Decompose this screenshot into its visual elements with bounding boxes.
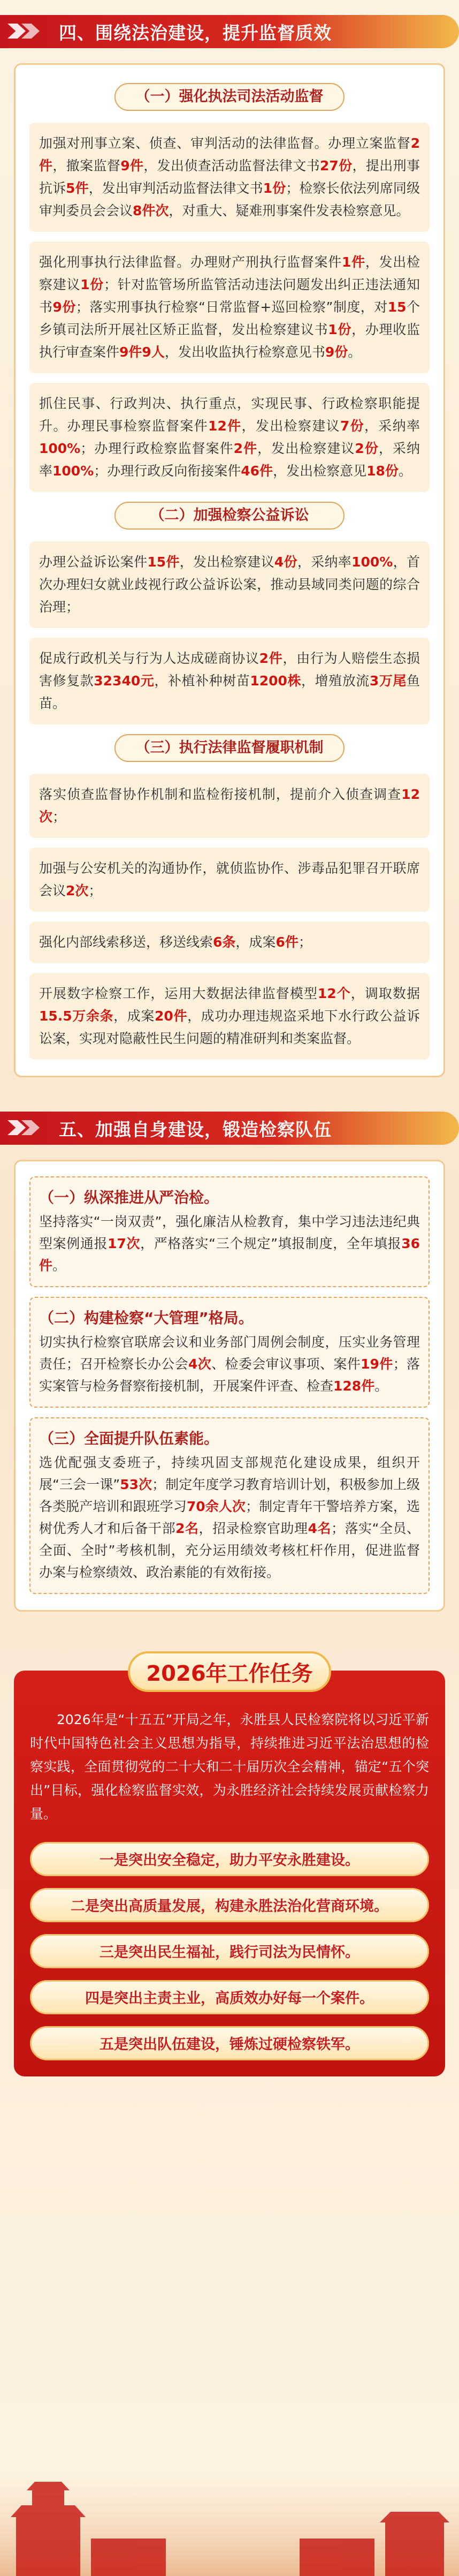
- para-digital: [29, 973, 430, 1060]
- block-management-body: [39, 1331, 420, 1397]
- highlight-figure: 2份: [355, 441, 379, 456]
- text-segment: 鱼苗。: [39, 673, 420, 711]
- text-segment: ；落实刑事执行检察“日常监督+巡回检察”制度，对: [75, 299, 388, 315]
- text-segment: ，发出审判活动监督法律文书: [88, 180, 263, 196]
- text-segment: ；制定青年干警培养方案，选树优秀人才和后备干部: [39, 1499, 420, 1536]
- highlight-figure: 100%: [351, 554, 393, 570]
- text-segment: ，首次办理妇女就业歧视行政公益诉讼案，推动县域同类问题的综合治理；: [39, 554, 420, 615]
- text-segment: ；办理行政检察监督案件: [80, 441, 234, 456]
- section5-title: 五、加强自身建设，锻造检察队伍: [59, 1119, 332, 1140]
- highlight-figure: 1200株: [250, 673, 302, 689]
- block-team-body: [39, 1452, 420, 1583]
- highlight-figure: 36件: [39, 1236, 420, 1273]
- text-segment: 强化内部线索移送，移送线索: [39, 934, 213, 950]
- task-item: 四是突出主责主业，高质效办好每一个案件。: [30, 1980, 429, 2014]
- task-item: 二是突出高质量发展，构建永胜法治化营商环境。: [30, 1888, 429, 1922]
- tasks-panel: [14, 1661, 445, 2076]
- text-segment: ，采纳率: [39, 441, 420, 479]
- highlight-figure: 4次: [188, 1356, 212, 1372]
- highlight-figure: 2次: [66, 883, 89, 898]
- text-segment: 促成行政机关与行为人达成磋商协议: [39, 651, 259, 666]
- text-segment: ；落实“全员、全面、全时”考核机制，充分运用绩效考核杠杆作用，促进监督办案与检察绩效、政治素能的有效衔接。: [39, 1521, 420, 1580]
- text-segment: 切实执行检察官联席会议和业务部门周例会制度，压实业务管理责任；召开检察长办公会: [39, 1334, 420, 1372]
- highlight-figure: 27份: [320, 158, 353, 173]
- highlight-figure: 6件: [276, 934, 299, 950]
- text-segment: 办理公益诉讼案件: [39, 554, 148, 570]
- block-management: [29, 1297, 430, 1408]
- highlight-figure: 8件次: [133, 203, 169, 218]
- text-segment: ；落实案管与检务督察衔接机制，开展案件评查、检查: [39, 1356, 420, 1394]
- text-segment: ；: [52, 809, 66, 825]
- block-discipline: [29, 1176, 430, 1287]
- text-segment: 个乡镇司法所开展社区矫正监督，发出检察建议书: [39, 299, 420, 337]
- sub-title-2: （二）加强检察公益诉讼: [114, 502, 345, 530]
- text-segment: ，增殖放流: [301, 673, 370, 689]
- task-item: 三是突出民生福祉，践行司法为民情怀。: [30, 1934, 429, 1968]
- highlight-figure: 4名: [308, 1521, 331, 1536]
- text-segment: ，提出刑事抗诉: [39, 158, 420, 196]
- highlight-figure: 15.5万余条: [39, 1008, 114, 1024]
- section5-title-bar: [0, 1097, 459, 1160]
- para-criminal-supervision: [29, 123, 430, 232]
- text-segment: 抓住民事、行政判决、执行重点，实现民事、行政检察职能提升。办理民事检察监督案件: [39, 396, 420, 434]
- text-segment: 、检委会审议事项、案件: [211, 1356, 361, 1372]
- highlight-figure: 12次: [39, 787, 420, 825]
- text-segment: ，补植补种树苗: [154, 673, 250, 689]
- highlight-figure: 12个: [317, 986, 351, 1001]
- highlight-figure: 4份: [274, 554, 297, 570]
- highlight-figure: 1件: [341, 254, 365, 270]
- text-segment: ，成案: [235, 934, 276, 950]
- text-segment: ；: [88, 883, 102, 898]
- building-silhouette-icon: [0, 2437, 459, 2576]
- highlight-figure: 12件: [208, 418, 242, 434]
- text-segment: ，采纳率: [364, 418, 420, 434]
- para-coordination: [29, 774, 430, 838]
- text-segment: ，发出检察意见: [273, 463, 367, 479]
- text-segment: 加强与公安机关的沟通协作，就侦监协作、涉毒品犯罪召开联席会议: [39, 860, 420, 898]
- highlight-figure: 1份: [80, 277, 104, 292]
- task-item: 五是突出队伍建设，锤炼过硬检察铁军。: [30, 2026, 429, 2060]
- text-segment: 强化刑事执行法律监督。办理财产刑执行监督案件: [39, 254, 342, 270]
- text-segment: ，撤案监督: [52, 158, 121, 173]
- highlight-figure: 1份: [328, 322, 352, 337]
- highlight-figure: 46件: [241, 463, 273, 479]
- highlight-figure: 100%: [52, 463, 94, 479]
- highlight-figure: 19件: [361, 1356, 393, 1372]
- highlight-figure: 9份: [325, 344, 348, 360]
- text-segment: ，调取数据: [350, 986, 420, 1001]
- block-management-head: （二）构建检察“大管理”格局。: [39, 1309, 254, 1327]
- highlight-figure: 17次: [108, 1236, 141, 1251]
- text-segment: ；检察长依法列席同级审判委员会会议: [39, 180, 420, 218]
- text-segment: ，发出检察建议: [241, 418, 340, 434]
- text-segment: ，发出收监执行检察意见书: [164, 344, 325, 360]
- text-segment: 选优配强支委班子，持续巩固支部规范化建设成果，组织开展“三会一课”: [39, 1455, 420, 1492]
- text-segment: 。: [374, 1378, 388, 1394]
- sub-title-1: （一）强化执法司法活动监督: [114, 83, 345, 111]
- text-segment: 落实侦查监督协作机制和监检衔接机制，提前介入侦查调查: [39, 787, 402, 802]
- para-clues: [29, 921, 430, 963]
- highlight-figure: 15件: [147, 554, 180, 570]
- text-segment: ，对重大、疑难刑事案件发表检察意见。: [169, 203, 410, 218]
- text-segment: ，成功办理违规盗采地下水行政公益诉讼案，实现对隐蔽性民生问题的精准研判和类案监督。: [39, 1008, 420, 1046]
- text-segment: ；办理行政反向衔接案件: [94, 463, 241, 479]
- tasks-heading: 2026年工作任务: [128, 1651, 331, 1692]
- highlight-figure: 1份: [263, 180, 286, 196]
- para-public-interest: [29, 541, 430, 628]
- para-civil-admin: [29, 383, 430, 492]
- highlight-figure: 2名: [175, 1521, 199, 1536]
- sub-title-3: （三）执行法律监督履职机制: [114, 734, 345, 762]
- para-police: [29, 848, 430, 912]
- text-segment: ，采纳率: [297, 554, 352, 570]
- block-team-head: （三）全面提升队伍素能。: [39, 1430, 219, 1447]
- highlight-figure: 9件: [120, 158, 144, 173]
- highlight-figure: 128件: [333, 1378, 375, 1394]
- block-discipline-head: （一）纵深推进从严治检。: [39, 1189, 219, 1206]
- section4-title-bar: [0, 0, 459, 63]
- task-item: 一是突出安全稳定，助力平安永胜建设。: [30, 1842, 429, 1876]
- section5-panel: [14, 1160, 445, 1612]
- highlight-figure: 18份: [366, 463, 399, 479]
- highlight-figure: 7份: [340, 418, 364, 434]
- para-execution-supervision: [29, 241, 430, 373]
- block-discipline-body: [39, 1211, 420, 1276]
- text-segment: ，办理收监执行审查案件: [39, 322, 420, 360]
- section4-panel: [14, 63, 445, 1077]
- highlight-figure: 2件: [259, 651, 283, 666]
- text-segment: ；针对监管场所监管活动违法问题发出纠正违法通知书: [39, 277, 420, 315]
- highlight-figure: 5件: [66, 180, 89, 196]
- text-segment: ，严格落实“三个规定”填报制度，全年填报: [140, 1236, 402, 1251]
- text-segment: 开展数字检察工作，运用大数据法律监督模型: [39, 986, 318, 1001]
- text-segment: ，发出侦查活动监督法律文书: [143, 158, 320, 173]
- text-segment: ，由行为人赔偿生态损害修复款: [39, 651, 420, 689]
- text-segment: ；: [298, 934, 312, 950]
- highlight-figure: 53次: [120, 1477, 152, 1492]
- para-ecology: [29, 638, 430, 724]
- section4-title: 四、围绕法治建设，提升监督质效: [59, 22, 332, 43]
- text-segment: ，成案: [113, 1008, 155, 1024]
- text-segment: ，发出检察建议: [39, 254, 420, 292]
- highlight-figure: 9件9人: [119, 344, 165, 360]
- text-segment: ，招录检察官助理: [198, 1521, 308, 1536]
- text-segment: 加强对刑事立案、侦查、审判活动的法律监督。办理立案监督: [39, 135, 411, 151]
- highlight-figure: 9份: [52, 299, 76, 315]
- highlight-figure: 2件: [39, 135, 420, 173]
- text-segment: ，发出检察建议: [257, 441, 355, 456]
- text-segment: ；制定年度学习教育培训计划，积极参加上级各类脱产培训和跟班学习: [39, 1477, 420, 1514]
- block-team: [29, 1417, 430, 1594]
- highlight-figure: 15: [387, 299, 407, 315]
- highlight-figure: 100%: [39, 441, 81, 456]
- tasks-intro: 2026年是“十五五”开局之年，永胜县人民检察院将以习近平新时代中国特色社会主义思想为指导，持续推进习近平法治思想的检察实践，全面贯彻党的二十大和二十届历次全会精神，锚定“五个突出”目标，强化检察监督实效，为永胜经济社会持续发展贡献检察力量。: [30, 1712, 429, 1822]
- text-segment: ，发出检察建议: [179, 554, 274, 570]
- text-segment: 。: [348, 344, 362, 360]
- text-segment: 坚持落实“一岗双责”，强化廉洁从检教育，集中学习违法违纪典型案例通报: [39, 1214, 420, 1251]
- highlight-figure: 6条: [213, 934, 236, 950]
- highlight-figure: 70余人次: [186, 1499, 246, 1514]
- highlight-figure: 32340元: [94, 673, 155, 689]
- text-segment: 。: [398, 463, 412, 479]
- highlight-figure: 20件: [155, 1008, 188, 1024]
- highlight-figure: 3万尾: [369, 673, 407, 689]
- text-segment: 。: [52, 1258, 66, 1273]
- highlight-figure: 2件: [233, 441, 258, 456]
